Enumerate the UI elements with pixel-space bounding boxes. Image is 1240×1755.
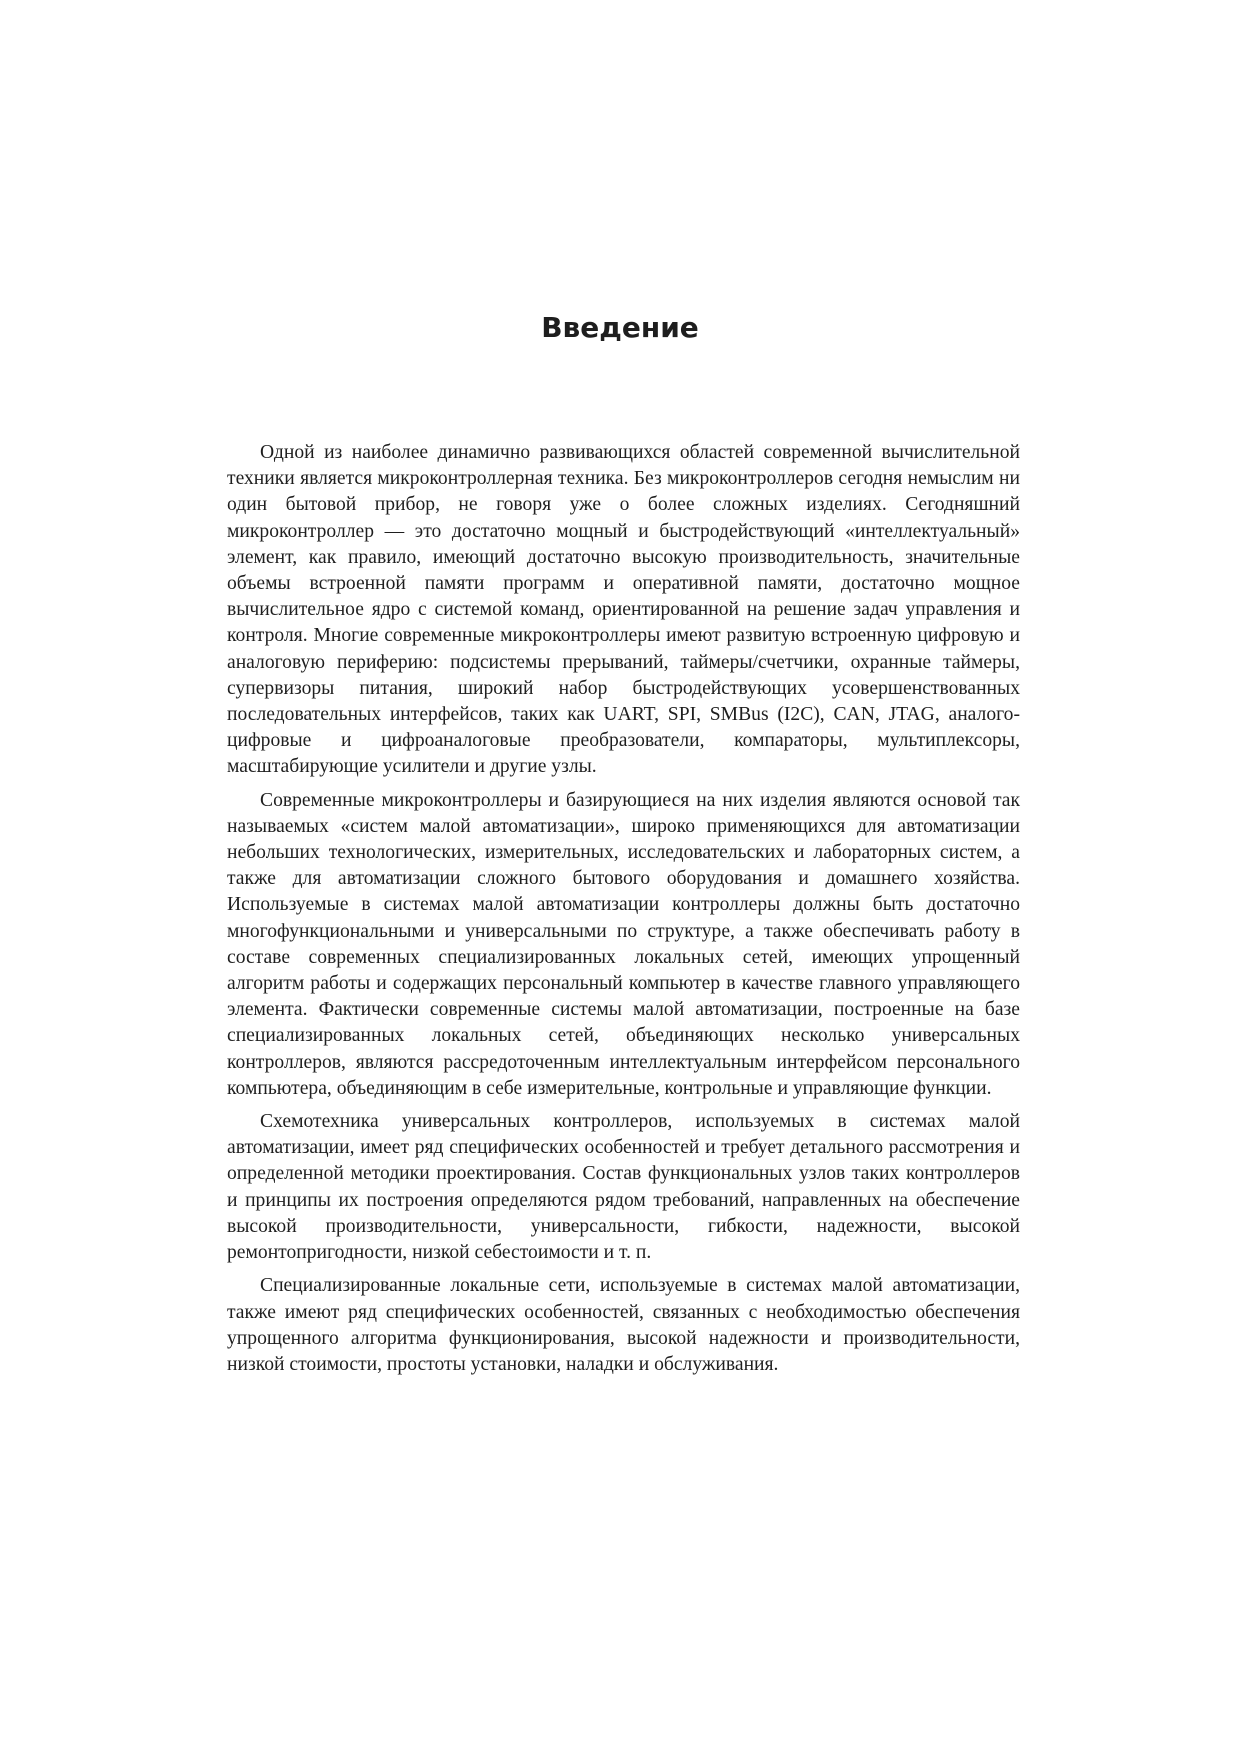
paragraph: Специализированные локальные сети, используемые в системах малой автоматизации, также имеют ряд специфических особенностей, связанных с необходимостью обеспечения упрощенного алгоритма функционирования, высокой надежности и производительности, низкой стоимости, простоты установки, наладки и обслуживания. (227, 1275, 1020, 1375)
paragraph: Схемотехника универсальных контроллеров, используемых в системах малой автоматизации, имеет ряд специфических особенностей и требует детального рассмотрения и определенной методики проектирования. Состав функциональных узлов таких контроллеров и принципы их построения определяются рядом требований, направленных на обеспечение высокой производительности, универсальности, гибкости, надежности, высокой ремонтопригодности, низкой себестоимости и т. п. (227, 1111, 1020, 1264)
body-text (227, 440, 1020, 1385)
chapter-title: Введение (541, 311, 699, 344)
paragraph: Одной из наиболее динамично развивающихся областей современной вычислительной техники является микроконтроллерная техника. Без микроконтроллеров сегодня немыслим ни один бытовой прибор, не говоря уже о более сложных изделиях. Сегодняшний микроконтроллер — это достаточно мощный и быстродействующий «интеллектуальный» элемент, как правило, имеющий достаточно высокую производительность, значительные объемы встроенной памяти программ и оперативной памяти, достаточно мощное вычислительное ядро с системой команд, ориентированной на решение задач управления и контроля. Многие современные микроконтроллеры имеют развитую встроенную цифровую и аналоговую периферию: подсистемы прерываний, таймеры/счетчики, охранные таймеры, супервизоры питания, широкий набор быстродействующих усовершенствованных последовательных интерфейсов, таких как UART, SPI, SMBus (I2C), CAN, JTAG, аналого-цифровые и цифроаналоговые преобразователи, компараторы, мультиплексоры, масштабирующие усилители и другие узлы. (227, 442, 1020, 778)
paragraph: Современные микроконтроллеры и базирующиеся на них изделия являются основой так называемых «систем малой автоматизации», широко применяющихся для автоматизации небольших технологических, измерительных, исследовательских и лабораторных систем, а также для автоматизации сложного бытового оборудования и домашнего хозяйства. Используемые в системах малой автоматизации контроллеры должны быть достаточно многофункциональными и универсальными по структуре, а также обеспечивать работу в составе современных специализированных локальных сетей, имеющих упрощенный алгоритм работы и содержащих персональный компьютер в качестве главного управляющего элемента. Фактически современные системы малой автоматизации, построенные на базе специализированных локальных сетей, объединяющих несколько универсальных контроллеров, являются рассредоточенным интеллектуальным интерфейсом персонального компьютера, объединяющим в себе измерительные, контрольные и управляющие функции. (227, 789, 1020, 1099)
